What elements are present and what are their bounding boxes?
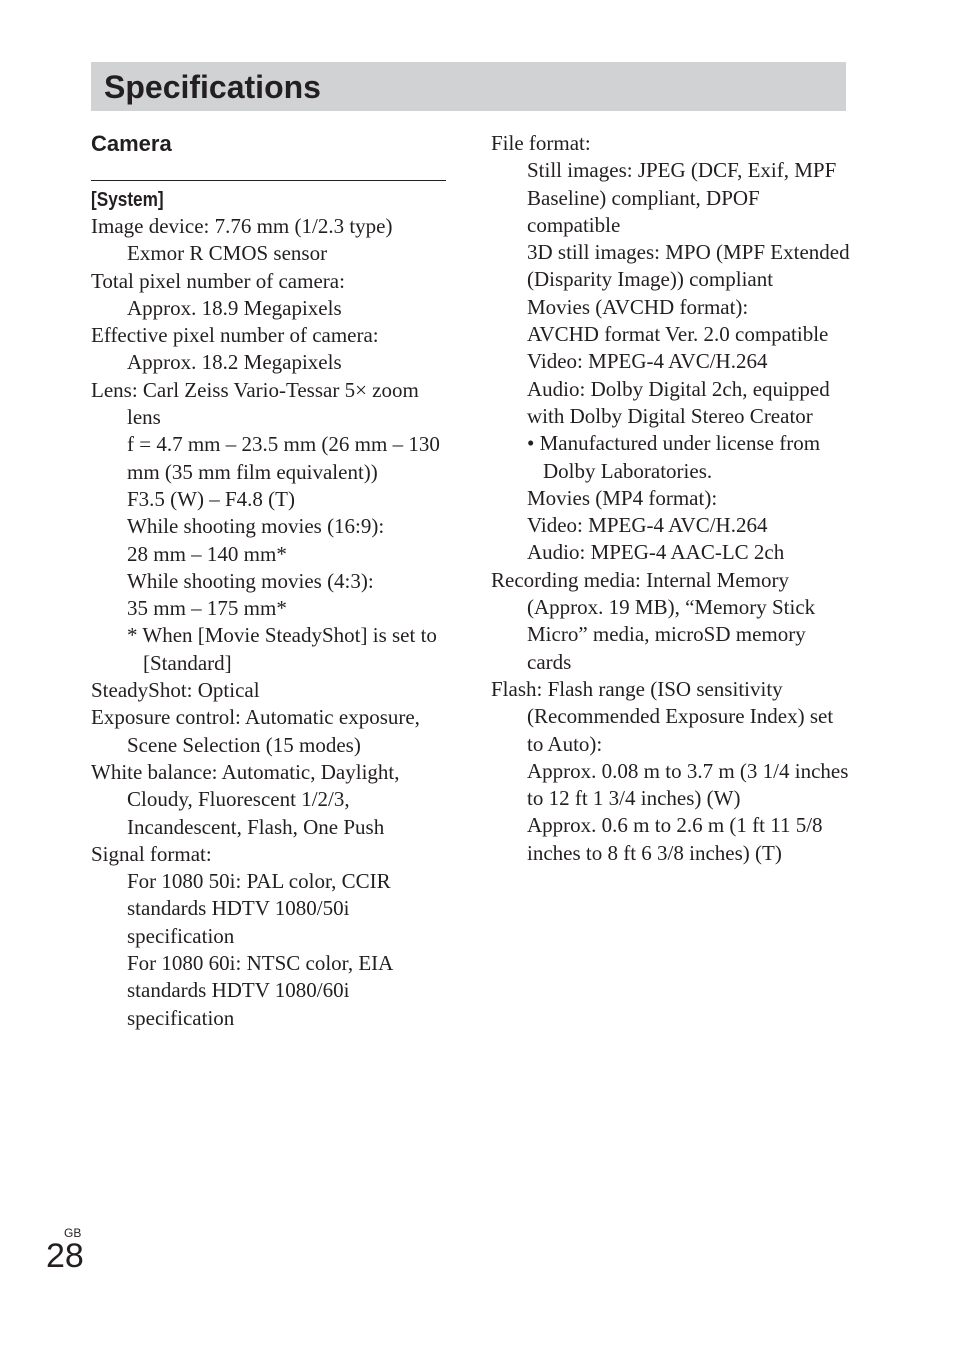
spec-line: While shooting movies (16:9): bbox=[127, 514, 385, 539]
spec-line: Total pixel number of camera: bbox=[91, 268, 345, 293]
spec-line: Exmor R CMOS sensor bbox=[127, 241, 328, 266]
spec-line: Image device: 7.76 mm (1/2.3 type) bbox=[91, 214, 393, 238]
section-divider bbox=[91, 180, 446, 181]
spec-line: File format: bbox=[491, 131, 591, 155]
spec-line: Flash: Flash range (ISO sensitivity (Recommended Exposure Index) set to Auto): bbox=[491, 676, 834, 756]
right-spec-list bbox=[491, 130, 851, 867]
left-spec-list bbox=[91, 213, 446, 1032]
spec-line: • Manufactured under license from Dolby Laboratories. bbox=[527, 431, 821, 483]
spec-line: Video: MPEG-4 AVC/H.264 bbox=[527, 349, 768, 374]
spec-line: Lens: Carl Zeiss Vario-Tessar 5× zoom lens bbox=[91, 377, 419, 430]
right-column bbox=[491, 130, 851, 867]
spec-line: Audio: Dolby Digital 2ch, equipped with Dolby Digital Stereo Creator bbox=[527, 376, 830, 428]
spec-line: 3D still images: MPO (MPF Extended (Disparity Image)) compliant bbox=[527, 240, 850, 292]
spec-line: Approx. 0.08 m to 3.7 m (3 1/4 inches to 12 ft 1 3/4 inches) (W) bbox=[527, 758, 849, 811]
spec-line: 28 mm – 140 mm* bbox=[127, 541, 287, 566]
title-bar bbox=[91, 62, 846, 111]
spec-line: Movies (MP4 format): bbox=[527, 485, 718, 510]
spec-line: Still images: JPEG (DCF, Exif, MPF Baseline) compliant, DPOF compatible bbox=[527, 158, 837, 237]
spec-line: SteadyShot: Optical bbox=[91, 678, 260, 703]
spec-line: 35 mm – 175 mm* bbox=[127, 596, 287, 621]
section-heading: Camera bbox=[91, 131, 172, 156]
region-label: GB bbox=[64, 1226, 82, 1240]
spec-line: Exposure control: Automatic exposure, Scene Selection (15 modes) bbox=[91, 705, 420, 757]
left-column bbox=[91, 130, 446, 1032]
spec-line: Audio: MPEG-4 AAC-LC 2ch bbox=[527, 540, 785, 565]
spec-line: White balance: Automatic, Daylight, Cloudy, Fluorescent 1/2/3, Incandescent, Flash, One Push bbox=[91, 759, 400, 839]
spec-line: Approx. 0.6 m to 2.6 m (1 ft 11 5/8 inches to 8 ft 6 3/8 inches) (T) bbox=[527, 813, 823, 865]
spec-line: * When [Movie SteadyShot] is set to [Standard] bbox=[127, 623, 437, 675]
spec-line: AVCHD format Ver. 2.0 compatible bbox=[527, 322, 829, 347]
spec-line: Approx. 18.9 Megapixels bbox=[127, 295, 342, 320]
spec-line: For 1080 50i: PAL color, CCIR standards HDTV 1080/50i specification bbox=[127, 869, 391, 948]
spec-line: While shooting movies (4:3): bbox=[127, 568, 374, 593]
spec-line: Movies (AVCHD format): bbox=[527, 294, 749, 319]
spec-line: Approx. 18.2 Megapixels bbox=[127, 350, 342, 375]
subsection-heading: [System] bbox=[91, 189, 164, 211]
spec-line: Signal format: bbox=[91, 841, 212, 866]
spec-line: F3.5 (W) – F4.8 (T) bbox=[127, 486, 295, 511]
spec-line: Effective pixel number of camera: bbox=[91, 323, 379, 348]
spec-line: Video: MPEG-4 AVC/H.264 bbox=[527, 513, 768, 538]
spec-line: For 1080 60i: NTSC color, EIA standards HDTV 1080/60i specification bbox=[127, 951, 393, 1030]
spec-line: f = 4.7 mm – 23.5 mm (26 mm – 130 mm (35 mm film equivalent)) bbox=[127, 432, 440, 484]
page-title: Specifications bbox=[104, 69, 321, 105]
page-number: 28 bbox=[46, 1237, 84, 1275]
spec-line: Recording media: Internal Memory (Approx. 19 MB), “Memory Stick Micro” media, microSD memory cards bbox=[491, 567, 816, 674]
